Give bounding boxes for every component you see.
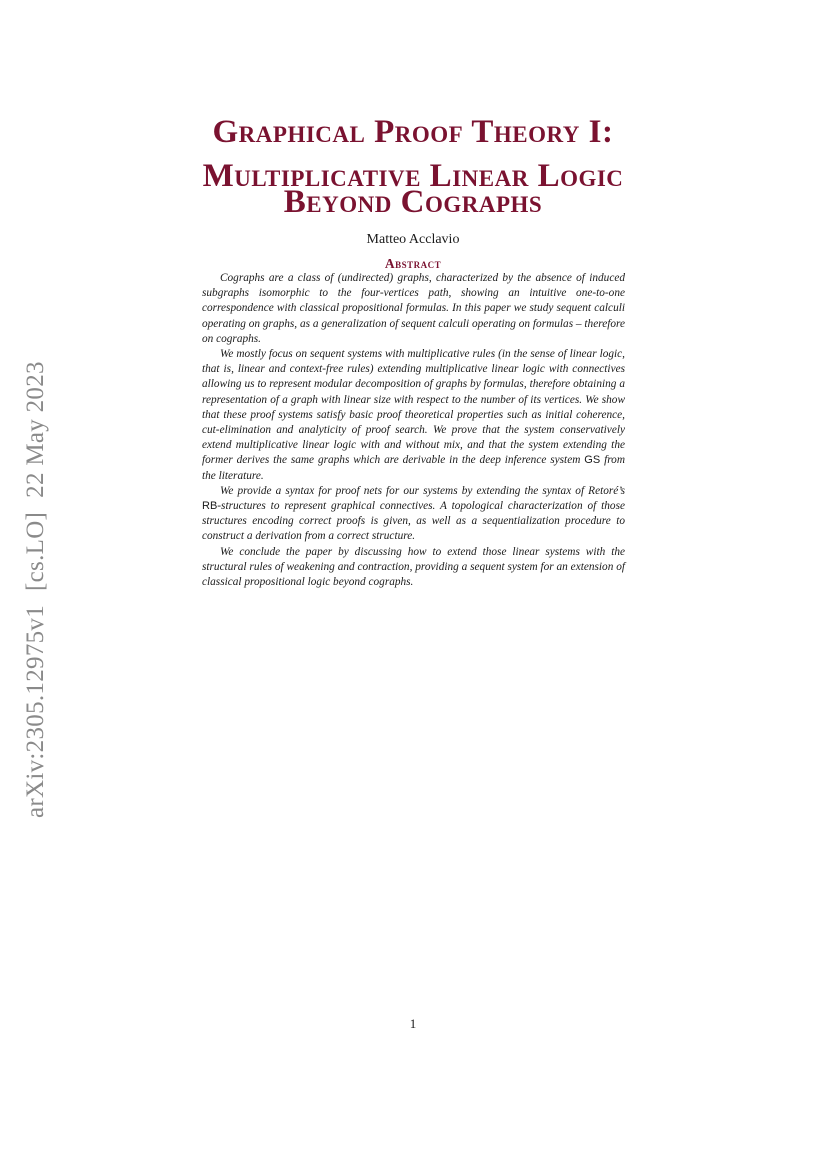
- arxiv-id: arXiv:2305.12975v1: [22, 604, 49, 818]
- system-name-rb: RB: [202, 500, 218, 513]
- arxiv-date: 22 May 2023: [22, 361, 49, 498]
- paper-title-line-3: Beyond Cographs: [283, 184, 543, 220]
- paper-title-line-2: Multiplicative Linear Logic: [202, 158, 624, 194]
- abstract-paragraph-4: We conclude the paper by discussing how to extend those linear systems with the structural rules of weakening and contraction, providing a sequent system for an extension of classical propositional logic beyond cographs.: [202, 545, 625, 589]
- arxiv-category: [cs.LO]: [22, 511, 49, 591]
- author-name: Matteo Acclavio: [366, 232, 460, 247]
- page-number: 1: [409, 1016, 417, 1031]
- abstract-paragraph-1: Cographs are a class of (undirected) graphs, characterized by the absence of induced subgraphs isomorphic to the four-vertices path, showing an intuitive one-to-one correspondence with classical propositional formulas. In this paper we study sequent calculi operating on graphs, as a generalization of sequent calculi operating on formulas – therefore on cographs.: [202, 272, 625, 345]
- paper-title-line-1: Graphical Proof Theory I:: [212, 114, 614, 150]
- abstract-paragraph-2: We mostly focus on sequent systems with multiplicative rules (in the sense of linear logic, that is, linear and context-free rules) extending multiplicative linear logic with connectives allowing us to represent modular decomposition of graphs by formulas, therefore obtaining a representation of a graph with linear size with respect to the number of its vertices. We show that these proof systems satisfy basic proof theoretical properties such as initial coherence, cut-elimination and analyticity of proof search. We prove that the system conservatively extend multiplicative linear logic with and without mix, and that the system extending the former derives the same graphs which are derivable in the deep inference system GS from the literature.: [202, 348, 625, 482]
- arxiv-stamp: [22, 347, 50, 818]
- abstract-paragraph-3: We provide a syntax for proof nets for our systems by extending the syntax of Retoré’s RB-structures to represent graphical connectives. A topological characterization of those structures encoding correct proofs is given, as well as a sequentialization procedure to construct a derivation from a correct structure.: [202, 484, 625, 543]
- system-name-gs: GS: [584, 454, 601, 467]
- abstract-heading: Abstract: [384, 256, 442, 271]
- abstract-body: [202, 271, 625, 590]
